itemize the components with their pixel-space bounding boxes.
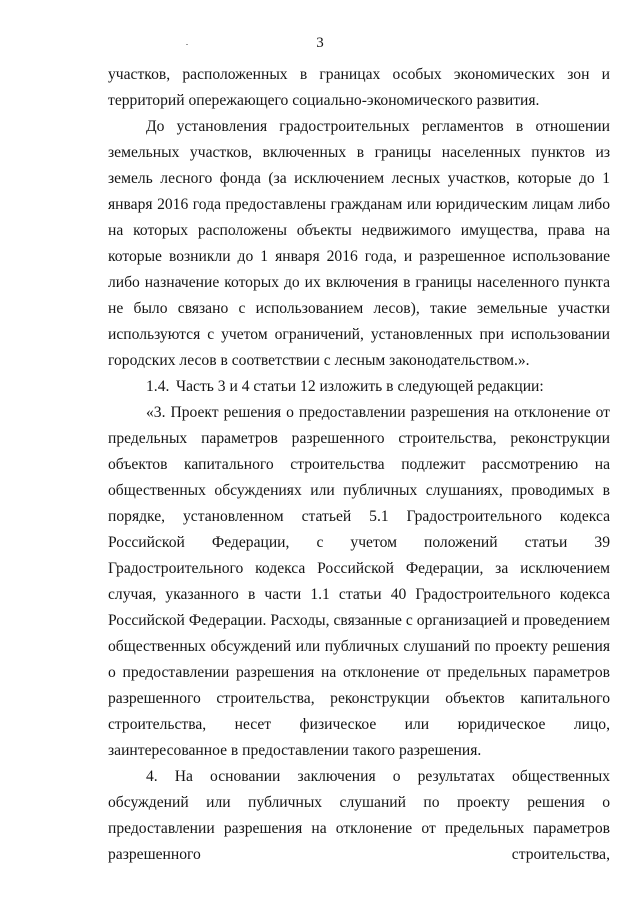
list-item-text: Часть 3 и 4 статьи 12 изложить в следующей редакции:: [176, 378, 544, 395]
scan-artifact: [186, 44, 188, 45]
list-item-number: 1.4.: [146, 378, 170, 395]
paragraph-quote-part-3: «3. Проект решения о предоставлении разрешения на отклонение от предельных параметров разрешенного строительства, реконструкции объектов капитального строительства подлежит рассмотрению на общественных обсуждениях или публичных слушаниях, проводимых в порядке, установленном статьей 5.1 Градостроительного кодекса Российской Федерации, с учетом положений статьи 39 Градостроительного кодекса Российской Федерации, за исключением случая, указанного в части 1.1 статьи 40 Градостроительного кодекса Российской Федерации. Расходы, связанные с организацией и проведением общественных обсуждений или публичных слушаний по проекту решения о предоставлении разрешения на отклонение от предельных параметров разрешенного строительства, реконструкции объектов капитального строительства, несет физическое или юридическое лицо, заинтересованное в предоставлении такого разрешения.: [108, 404, 610, 759]
page-number: 3: [316, 35, 324, 51]
document-body: [108, 62, 610, 868]
list-item-1-4: [108, 374, 610, 400]
paragraph-forest-lands: До установления градостроительных регламентов в отношении земельных участков, включенных в границы населенных пунктов из земель лесного фонда (за исключением лесных участков, которые до 1 января 2016 года предоставлены гражданам или юридическим лицам либо на которых расположены объекты недвижимого имущества, права на которые возникли до 1 января 2016 года, и разрешенное использование либо назначение которых до их включения в границы населенного пункта не было связано с использованием лесов), такие земельные участки используются с учетом ограничений, установленных при использовании городских лесов в соответствии с лесным законодательством.».: [108, 118, 610, 369]
paragraph-continuation: участков, расположенных в границах особых экономических зон и территорий опережающего социально-экономического развития.: [108, 66, 610, 109]
paragraph-part-4: 4. На основании заключения о результатах общественных обсуждений или публичных слушаний по проекту решения о предоставлении разрешения на отклонение от предельных параметров разрешенного строительства,: [108, 768, 610, 863]
